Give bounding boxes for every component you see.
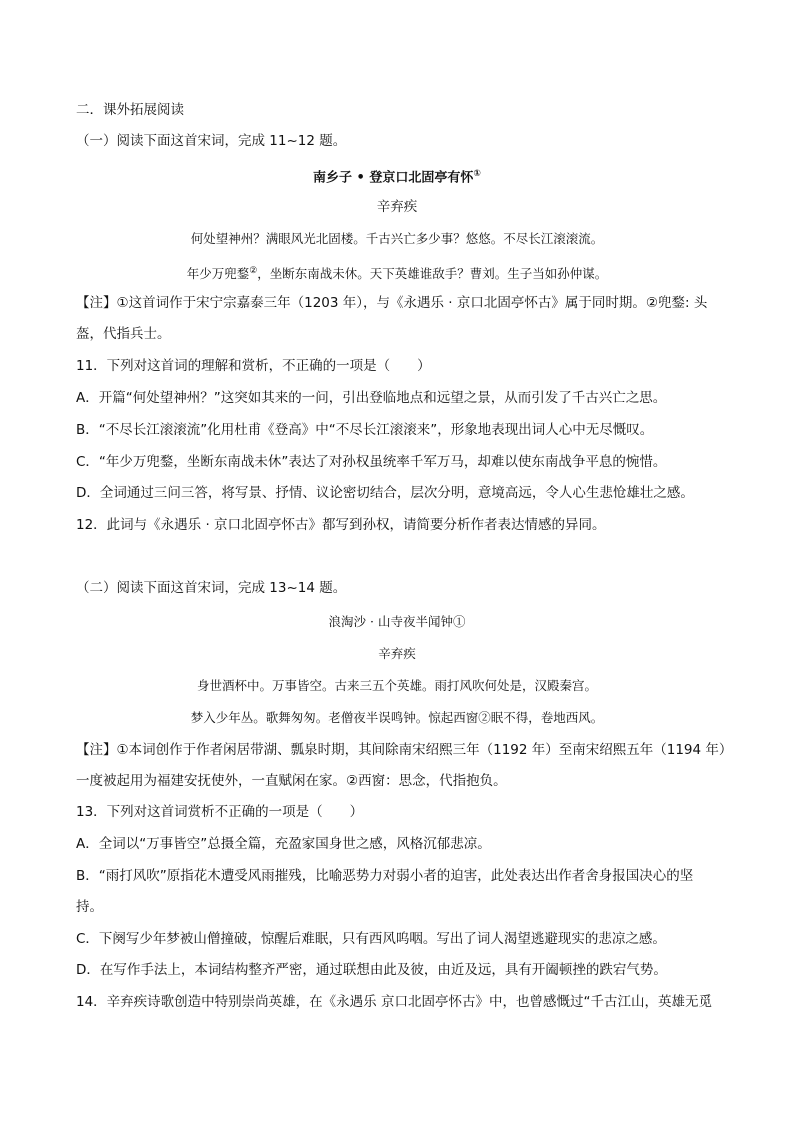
q13-option-d: D．在写作手法上，本词结构整齐严密，通过联想由此及彼，由近及远，具有开阖顿挫的跌宕气势。 [76, 962, 667, 978]
q13-option-c: C．下阕写少年梦被山僧撞破，惊醒后难眠，只有西风呜咽。写出了词人渴望逃避现实的悲凉之感。 [76, 931, 666, 947]
part1-instruction: （一）阅读下面这首宋词，完成 11~12 题。 [76, 133, 347, 149]
q13-option-b-line-2: 持。 [76, 899, 103, 915]
poem1-verse-2 [0, 261, 794, 284]
section-heading: 二．课外拓展阅读 [76, 102, 184, 118]
poem1-verse-1: 何处望神州？满眼风光北固楼。千古兴亡多少事？悠悠。不尽长江滚滚流。 [190, 231, 604, 246]
q11-option-d: D．全词通过三问三答，将写景、抒情、议论密切结合，层次分明，意境高远，令人心生悲怆雄壮之感。 [76, 485, 694, 501]
q11-option-b: B．“不尽长江滚滚流”化用杜甫《登高》中“不尽长江滚滚来”，形象地表现出词人心中无尽慨叹。 [76, 422, 654, 438]
q13-option-b-line-1: B．“雨打风吹”原指花木遭受风雨摧残，比喻恶势力对弱小者的迫害，此处表达出作者舍身报国决心的坚 [76, 868, 694, 884]
q11-option-c: C．“年少万兜鍪，坐断东南战未休”表达了对孙权虽统率千军万马，却难以使东南战争平息的惋惜。 [76, 454, 667, 470]
poem1-verse-2-b: ，坐断东南战未休。天下英雄谁敌手？曹刘。生子当如孙仲谋。 [257, 266, 608, 282]
poem1-author: 辛弃疾 [376, 199, 418, 215]
poem2-verse-2: 梦入少年丛。歌舞匆匆。老僧夜半误鸣钟。惊起西窗②眠不得，卷地西风。 [190, 710, 604, 725]
question-14: 14．辛弃疾诗歌创造中特别崇尚英雄，在《永遇乐 京口北固亭怀古》中，也曾感慨过“千古江山，英雄无觅 [76, 994, 712, 1010]
q13-option-a: A．全词以“万事皆空”总摄全篇，充盈家国身世之感，风格沉郁悲凉。 [76, 836, 491, 852]
question-12: 12．此词与《永遇乐 · 京口北固亭怀古》都写到孙权，请简要分析作者表达情感的异同。 [76, 517, 606, 533]
poem1-title-footnote-mark: ① [473, 169, 481, 179]
poem2-author: 辛弃疾 [378, 646, 416, 661]
poem2-verse-1: 身世酒杯中。万事皆空。古来三五个英雄。雨打风吹何处是，汉殿秦宫。 [196, 678, 597, 693]
part2-instruction: （二）阅读下面这首宋词，完成 13~14 题。 [76, 580, 347, 596]
note2-line-1: 【注】①本词创作于作者闲居带湖、瓢泉时期，其间除南宋绍熙三年（1192 年）至南宋绍熙五年（1194 年） [76, 742, 733, 758]
poem2-title: 浪淘沙 · 山寺夜半闻钟① [328, 614, 466, 629]
question-11: 11．下列对这首词的理解和赏析，不正确的一项是（ ） [76, 358, 431, 374]
poem1-verse-2-mark: ② [249, 266, 258, 276]
note1-line-1: 【注】①这首词作于宋宁宗嘉泰三年（1203 年），与《永遇乐 · 京口北固亭怀古》属于同时期。②兜鍪: 头 [76, 295, 708, 311]
poem1-verse-2-a: 年少万兜鍪 [186, 266, 250, 282]
poem1-title-text: 南乡子 • 登京口北固亭有怀 [313, 170, 474, 186]
note1-line-2: 盔，代指兵士。 [76, 326, 171, 342]
note2-line-2: 一度被起用为福建安抚使外，一直赋闲在家。②西窗：思念，代指抱负。 [76, 773, 507, 789]
question-13: 13．下列对这首词赏析不正确的一项是（ ） [76, 804, 364, 820]
poem1-title [0, 164, 794, 188]
q11-option-a: A．开篇“何处望神州？”这突如其来的一问，引出登临地点和远望之景，从而引发了千古兴亡之思。 [76, 390, 667, 406]
